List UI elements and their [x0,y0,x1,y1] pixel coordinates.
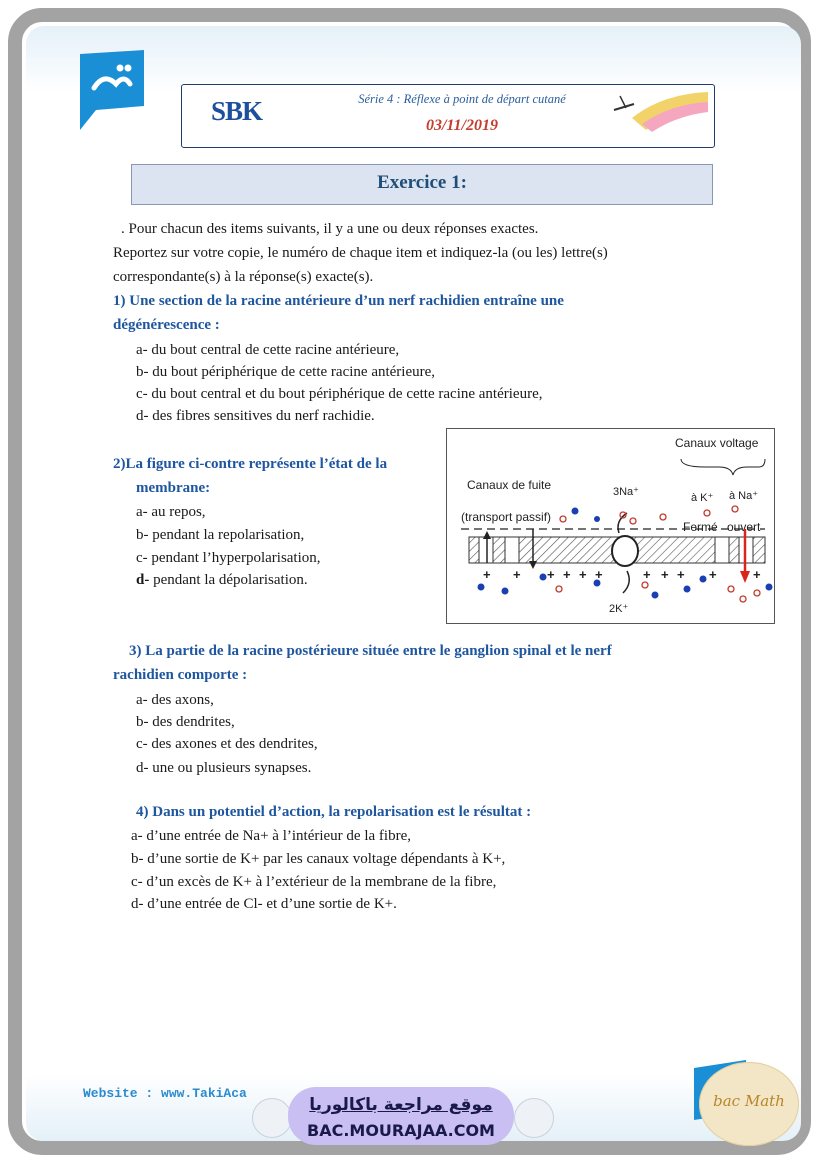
charge-signs [483,567,761,582]
q2-title-line-2: membrane: [136,480,211,496]
svg-text:+: + [547,567,555,582]
badge-arabic-text: موقع مراجعة باكالوريا [309,1095,493,1115]
svg-text:+: + [753,567,761,582]
leak-arrow-1-head [483,531,491,539]
svg-text:+: + [661,567,669,582]
leak-arrow-2-head [529,561,537,569]
q3-option-c: c- des axones et des dendrites, [136,736,318,752]
badge-left-emblem-icon [252,1098,292,1138]
svg-text:+: + [579,567,587,582]
na-influx-arrow-head [740,571,750,583]
membrane-diagram [447,429,776,625]
q1-option-a: a- du bout central de cette racine antérieure, [136,342,400,358]
q2-option-d-text: pendant la dépolarisation. [149,572,308,588]
fig-label-ouvert: ouvert [727,520,761,534]
svg-text:+: + [643,567,651,582]
series-title: Série 4 : Réflexe à point de départ cutané [358,92,566,106]
q1-option-c: c- du bout central et du bout périphérique de cette racine antérieure, [136,386,543,402]
fig-label-canaux-voltage: Canaux voltage [675,436,759,450]
fig-label-transport-passif: (transport passif) [461,510,552,524]
svg-text:+: + [595,567,603,582]
fig-label-3na: 3Na⁺ [613,486,639,498]
q1-title-line-2: dégénérescence : [113,317,220,333]
q4-option-d: d- d’une entrée de Cl- et d’une sortie de K+. [131,896,397,912]
membrane-figure [446,428,775,624]
q2-option-b: b- pendant la repolarisation, [136,527,305,543]
fig-label-ferme: Fermé [683,520,718,534]
q4-option-b: b- d’une sortie de K+ par les canaux voltage dépendants à K+, [131,851,506,867]
leak-channel-2 [505,537,519,563]
q2-option-a: a- au repos, [136,504,206,520]
svg-text:+: + [563,567,571,582]
intro-line-3: correspondante(s) à la réponse(s) exacte(s). [113,269,374,285]
q2-option-d-letter: d- [136,572,150,588]
q4-option-c: c- d’un excès de K+ à l’extérieur de la membrane de la fibre, [131,874,497,890]
na-k-pump [612,536,638,566]
q4-title: 4) Dans un potentiel d’action, la repolarisation est le résultat : [136,804,532,820]
voltage-k-channel [715,537,729,563]
footer-website[interactable]: Website : www.TakiAca [83,1086,247,1101]
fig-label-na-channel: à Na⁺ [729,490,759,502]
q1-title-line-1: 1) Une section de la racine antérieure d’un nerf rachidien entraîne une [113,293,564,309]
q3-title-line-1: 3) La partie de la racine postérieure située entre le ganglion spinal et le nerf [129,643,612,659]
svg-text:+: + [709,567,717,582]
svg-text:+: + [677,567,685,582]
leak-channel-1 [479,537,493,563]
fig-label-canaux-fuite: Canaux de fuite [467,478,552,492]
q1-option-b: b- du bout périphérique de cette racine antérieure, [136,364,436,380]
voltage-brace [681,459,765,475]
fig-label-2k: 2K⁺ [609,603,629,615]
exercise-title: Exercice 1: [377,172,467,193]
intro-line-2: Reportez sur votre copie, le numéro de chaque item et indiquez-la (ou les) lettre(s) [113,245,608,261]
q3-option-b: b- des dendrites, [136,714,235,730]
series-date: 03/11/2019 [425,117,498,134]
svg-text:+: + [483,567,491,582]
skin-reflex-illustration-icon [612,88,708,134]
intro-line-1: . Pour chacun des items suivants, il y a une ou deux réponses exactes. [121,221,539,237]
bac-math-logo-text: bac Math [713,1092,785,1110]
q3-option-a: a- des axons, [136,692,214,708]
fig-label-k-channel: à K⁺ [691,492,714,504]
q3-option-d: d- une ou plusieurs synapses. [136,760,312,776]
svg-text:+: + [513,567,521,582]
q2-option-c: c- pendant l’hyperpolarisation, [136,550,321,566]
badge-right-emblem-icon [514,1098,554,1138]
q2-title-line-1: 2)La figure ci-contre représente l’état de la [113,456,388,472]
q3-title-line-2: rachidien comporte : [113,667,248,683]
q2-option-d [136,570,308,590]
pump-arrow-in [623,571,629,593]
sbk-logo: SBK [211,96,263,126]
q1-option-d: d- des fibres sensitives du nerf rachidie. [136,408,375,424]
badge-url: BAC.MOURAJAA.COM [307,1121,495,1140]
brand-logo-icon [74,50,148,132]
q4-option-a: a- d’une entrée de Na+ à l’intérieur de la fibre, [131,828,411,844]
